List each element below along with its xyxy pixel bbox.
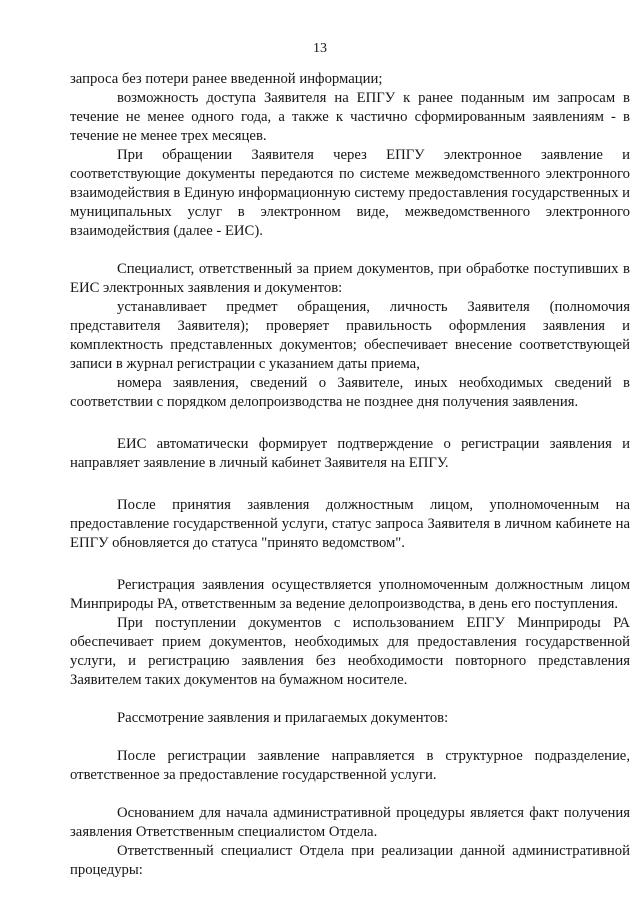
paragraph: устанавливает предмет обращения, личность Заявителя (полномочия представителя Заявителя); проверяет правильность оформления заявления и комплектность представленных документов; обеспечивает внесение соответствующей записи в журнал регистрации с указанием даты приема, <box>70 299 630 372</box>
document-body <box>70 70 630 880</box>
paragraph: Специалист, ответственный за прием документов, при обработке поступивших в ЕИС электронных заявления и документов: <box>70 261 630 296</box>
page-number: 13 <box>313 41 327 56</box>
paragraph: запроса без потери ранее введенной информации; <box>70 71 383 87</box>
paragraph: ЕИС автоматически формирует подтверждение о регистрации заявления и направляет заявление в личный кабинет Заявителя на ЕПГУ. <box>70 436 630 471</box>
paragraph: Регистрация заявления осуществляется уполномоченным должностным лицом Минприроды РА, ответственным за ведение делопроизводства, в день его поступления. <box>70 577 630 612</box>
paragraph: При обращении Заявителя через ЕПГУ электронное заявление и соответствующие документы передаются по системе межведомственного электронного взаимодействия в Единую информационную систему предоставления государственных и муниципальных услуг в электронном виде, межведомственного электронного взаимодействия (далее - ЕИС). <box>70 147 630 239</box>
paragraph: Основанием для начала административной процедуры является факт получения заявления Ответственным специалистом Отдела. <box>70 805 630 840</box>
paragraph: При поступлении документов с использованием ЕПГУ Минприроды РА обеспечивает прием документов, необходимых для предоставления государственной услуги, и регистрацию заявления без необходимости повторного представления Заявителем таких документов на бумажном носителе. <box>70 615 630 688</box>
section-heading: Рассмотрение заявления и прилагаемых документов: <box>117 710 449 726</box>
paragraph: номера заявления, сведений о Заявителе, иных необходимых сведений в соответствии с порядком делопроизводства не позднее дня получения заявления. <box>70 375 630 410</box>
paragraph: После регистрации заявление направляется в структурное подразделение, ответственное за предоставление государственной услуги. <box>70 748 630 783</box>
paragraph: возможность доступа Заявителя на ЕПГУ к ранее поданным им запросам в течение не менее одного года, а также к частично сформированным заявлениям - в течение не менее трех месяцев. <box>70 90 630 144</box>
paragraph: Ответственный специалист Отдела при реализации данной административной процедуры: <box>70 843 630 878</box>
paragraph: После принятия заявления должностным лицом, уполномоченным на предоставление государственной услуги, статус запроса Заявителя в личном кабинете на ЕПГУ обновляется до статуса "принято ведомством". <box>70 497 630 551</box>
